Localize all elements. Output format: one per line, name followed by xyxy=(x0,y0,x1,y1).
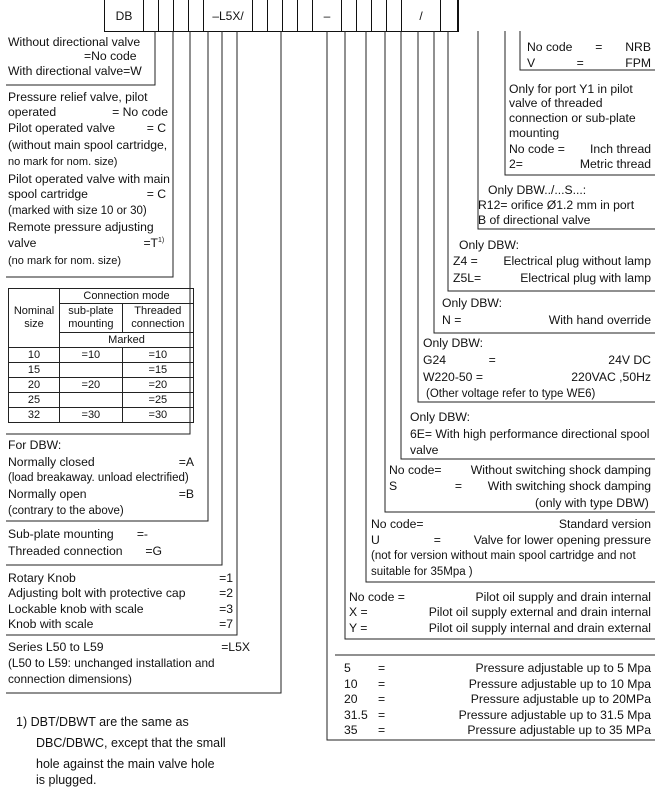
table-cell xyxy=(60,363,123,378)
directional-text-1: Without directional valve xyxy=(8,35,141,49)
directional-text-3: With directional valve=W xyxy=(8,64,142,78)
voltage-code: G24 xyxy=(423,353,447,367)
dbw-text-1: For DBW: xyxy=(8,438,62,452)
override-text-1: Only DBW: xyxy=(442,296,503,310)
seal-code: No code xyxy=(527,40,573,54)
table-row xyxy=(9,393,194,408)
seal-eq: = xyxy=(576,56,584,70)
porty-text-2: valve of threaded xyxy=(509,96,603,110)
pressure-code: 31.5 xyxy=(344,707,368,722)
series-text-3: connection dimensions) xyxy=(8,672,132,686)
mounting-row-1 xyxy=(8,527,148,541)
porty-code: No code = xyxy=(509,142,565,156)
damping-value: With switching shock damping xyxy=(487,479,651,493)
relief-label: Pilot operated valve xyxy=(8,121,116,135)
table-cell: 15 xyxy=(9,363,60,378)
dbw-label: Normally open xyxy=(8,487,87,501)
version-value: Valve for lower opening pressure xyxy=(473,533,651,547)
pressure-value: Pressure adjustable up to 31.5 Mpa xyxy=(458,707,651,722)
footnote-line-2: DBC/DBWC, except that the small xyxy=(36,736,226,750)
table-header: sub-plate mounting xyxy=(60,304,123,333)
table-cell: =30 xyxy=(60,408,123,423)
relief-text-6: Pilot operated valve with main xyxy=(8,172,170,186)
porty-text-3: connection or sub-plate xyxy=(509,111,636,125)
version-text-4: suitable for 35Mpa ) xyxy=(371,566,473,578)
table-row xyxy=(9,408,194,423)
table-row xyxy=(9,363,194,378)
porty-code: 2= xyxy=(509,157,523,171)
adjust-value: =3 xyxy=(219,602,233,616)
oil-value: Pilot oil supply internal and drain external xyxy=(428,621,651,635)
adjust-row xyxy=(8,571,233,585)
table-header: Threaded connection xyxy=(122,304,193,333)
table-cell: 10 xyxy=(9,348,60,363)
override-value: With hand override xyxy=(548,313,651,327)
plug-text-1: Only DBW: xyxy=(459,238,520,252)
adjust-value: =2 xyxy=(219,586,233,600)
dbw-label: Normally closed xyxy=(8,455,95,469)
porty-value: Metric thread xyxy=(579,157,651,171)
table-cell: =20 xyxy=(60,378,123,393)
header-cell-dash: – xyxy=(313,0,342,31)
series-text-2: (L50 to L59: unchanged installation and xyxy=(8,656,215,670)
dbw-value: =B xyxy=(178,487,194,501)
relief-row-3 xyxy=(8,121,166,135)
adjust-row xyxy=(8,586,233,600)
relief-label: spool cartridge xyxy=(8,187,88,201)
orifice-text-1: Only DBW../...S...: xyxy=(488,183,587,197)
relief-text-1: Pressure relief valve, pilot xyxy=(8,90,148,104)
relief-value: = C xyxy=(146,121,166,135)
seal-eq: = xyxy=(595,40,603,54)
seal-row xyxy=(527,56,651,70)
pressure-value: Pressure adjustable up to 20MPa xyxy=(470,692,651,706)
oil-code: X = xyxy=(349,605,368,619)
adjust-row xyxy=(8,617,233,631)
override-code: N = xyxy=(442,313,462,327)
damping-code: S xyxy=(389,479,398,493)
dbw-text-5: (contrary to the above) xyxy=(8,505,124,517)
plug-code: Z5L= xyxy=(453,271,482,285)
voltage-value: 24V DC xyxy=(608,353,651,367)
spool-text-1: Only DBW: xyxy=(410,410,471,424)
oil-value: Pilot oil supply and drain internal xyxy=(475,590,651,604)
seal-code: V xyxy=(527,56,536,70)
pressure-value: Pressure adjustable up to 5 Mpa xyxy=(475,661,651,675)
table-cell: 25 xyxy=(9,393,60,408)
version-eq: = xyxy=(433,533,441,547)
version-code: No code= xyxy=(371,517,424,531)
table-cell: =15 xyxy=(122,363,193,378)
porty-row-2 xyxy=(509,157,651,171)
version-text-3: (not for version without main spool cartridge and not xyxy=(371,550,636,562)
series-label: Series L50 to L59 xyxy=(8,640,104,654)
table-cell: =30 xyxy=(122,408,193,423)
oil-row xyxy=(349,590,651,604)
footnote-line-4: is plugged. xyxy=(36,773,97,787)
table-header: Marked xyxy=(60,333,194,348)
pressure-eq: = xyxy=(378,676,386,691)
adjust-label: Knob with scale xyxy=(8,617,94,631)
footnote-line-3: hole against the main valve hole xyxy=(36,757,215,771)
seal-value: FPM xyxy=(625,56,651,70)
spool-text-2: 6E= With high performance directional spool xyxy=(410,427,650,441)
header-cell-series: –L5X/ xyxy=(204,0,253,31)
porty-text-4: mounting xyxy=(509,126,560,140)
voltage-code: W220-50 = xyxy=(423,370,483,384)
orifice-text-2: R12= orifice Ø1.2 mm in port xyxy=(478,198,635,212)
plug-row-1 xyxy=(453,254,651,268)
pressure-eq: = xyxy=(378,723,386,737)
relief-label: valve xyxy=(8,236,37,250)
adjust-value: =7 xyxy=(219,617,233,631)
version-row-2 xyxy=(371,533,651,547)
spool-text-3: valve xyxy=(410,443,439,457)
plug-code: Z4 = xyxy=(453,254,478,268)
table-header: Nominal size xyxy=(9,289,60,348)
series-value: =L5X xyxy=(221,640,250,654)
relief-text-5: no mark for nom. size) xyxy=(8,156,118,168)
nominal-size-table xyxy=(8,288,194,423)
pressure-code: 35 xyxy=(344,723,358,737)
relief-text-8: (marked with size 10 or 30) xyxy=(8,205,147,217)
relief-text-4: (without main spool cartridge, xyxy=(8,138,168,152)
oil-value: Pilot oil supply external and drain internal xyxy=(428,605,651,619)
pressure-list xyxy=(344,661,651,739)
relief-value: =T xyxy=(143,236,158,250)
adjust-label: Lockable knob with scale xyxy=(8,602,144,616)
plug-value: Electrical plug with lamp xyxy=(520,271,651,285)
relief-text-9: Remote pressure adjusting xyxy=(8,220,154,234)
table-row xyxy=(9,348,194,363)
porty-text-1: Only for port Y1 in pilot xyxy=(509,82,633,96)
damping-value: Without switching shock damping xyxy=(470,463,651,477)
dbw-text-3: (load breakaway. unload electrified) xyxy=(8,472,189,484)
table-cell: =20 xyxy=(122,378,193,393)
seal-value: NRB xyxy=(625,40,651,54)
pressure-code: 5 xyxy=(344,661,351,675)
table-cell: 20 xyxy=(9,378,60,393)
relief-row-2 xyxy=(8,105,168,119)
pressure-value: Pressure adjustable up to 10 Mpa xyxy=(468,676,651,691)
seal-block xyxy=(527,40,651,70)
footnote-line-1: 1) DBT/DBWT are the same as xyxy=(16,715,189,729)
header-cell-slash: / xyxy=(402,0,441,31)
damping-code: No code= xyxy=(389,463,442,477)
series-row-1 xyxy=(8,640,250,654)
pressure-row xyxy=(344,708,651,724)
override-row xyxy=(442,313,651,327)
dbw-row-2 xyxy=(8,455,194,469)
orifice-text-3: B of directional valve xyxy=(478,213,591,227)
mounting-label: Threaded connection xyxy=(8,544,123,558)
damping-text-3: (only with type DBW) xyxy=(535,496,649,510)
pressure-code: 20 xyxy=(344,692,358,706)
version-value: Standard version xyxy=(558,517,651,531)
table-cell: =25 xyxy=(122,393,193,408)
table-row xyxy=(9,378,194,393)
adjust-label: Rotary Knob xyxy=(8,571,76,585)
relief-value: = No code xyxy=(112,105,168,119)
pressure-eq: = xyxy=(378,707,386,722)
adjust-value: =1 xyxy=(219,571,233,585)
pressure-eq: = xyxy=(378,692,386,706)
dbw-value: =A xyxy=(178,455,194,469)
oil-code: Y = xyxy=(349,621,368,635)
table-cell: =10 xyxy=(60,348,123,363)
oil-row xyxy=(349,605,651,619)
damping-row-2 xyxy=(389,479,651,493)
relief-row-10 xyxy=(8,236,158,250)
pressure-row xyxy=(344,677,651,693)
pressure-row xyxy=(344,692,651,708)
mounting-row-2 xyxy=(8,544,162,558)
relief-label: operated xyxy=(8,105,57,119)
relief-row-7 xyxy=(8,187,166,201)
table-cell: 32 xyxy=(9,408,60,423)
porty-value: Inch thread xyxy=(590,142,651,156)
porty-row-1 xyxy=(509,142,651,156)
pressure-row xyxy=(344,723,651,739)
voltage-eq: = xyxy=(488,353,496,367)
pressure-code: 10 xyxy=(344,676,358,691)
pressure-eq: = xyxy=(378,661,386,675)
oil-row xyxy=(349,621,651,635)
plug-row-2 xyxy=(453,271,651,285)
relief-value: = C xyxy=(146,187,166,201)
table-cell: =10 xyxy=(122,348,193,363)
directional-text-2: =No code xyxy=(84,49,137,63)
table-header: Connection mode xyxy=(60,289,194,304)
voltage-row-2 xyxy=(423,370,651,384)
pressure-value: Pressure adjustable up to 35 MPa xyxy=(467,723,651,737)
mounting-value: =- xyxy=(136,527,148,541)
header-cell-db: DB xyxy=(105,0,144,31)
voltage-text-4: (Other voltage refer to type WE6) xyxy=(426,388,596,400)
voltage-text-1: Only DBW: xyxy=(423,336,484,350)
table-cell xyxy=(60,393,123,408)
plug-value: Electrical plug without lamp xyxy=(503,254,651,268)
voltage-row-1 xyxy=(423,353,651,367)
damping-row-1 xyxy=(389,463,651,477)
voltage-value: 220VAC ,50Hz xyxy=(571,370,651,384)
pressure-row xyxy=(344,661,651,677)
version-row-1 xyxy=(371,517,651,531)
version-code: U xyxy=(371,533,380,547)
footnote-mark: 1) xyxy=(158,237,165,244)
damping-eq: = xyxy=(454,479,462,493)
mounting-value: =G xyxy=(145,544,162,558)
seal-row xyxy=(527,40,651,54)
adjust-row xyxy=(8,602,233,616)
oil-code: No code = xyxy=(349,590,405,604)
dbw-row-4 xyxy=(8,487,194,501)
adjust-label: Adjusting bolt with protective cap xyxy=(8,586,186,600)
relief-text-11: (no mark for nom. size) xyxy=(8,255,122,267)
mounting-label: Sub-plate mounting xyxy=(8,527,114,541)
